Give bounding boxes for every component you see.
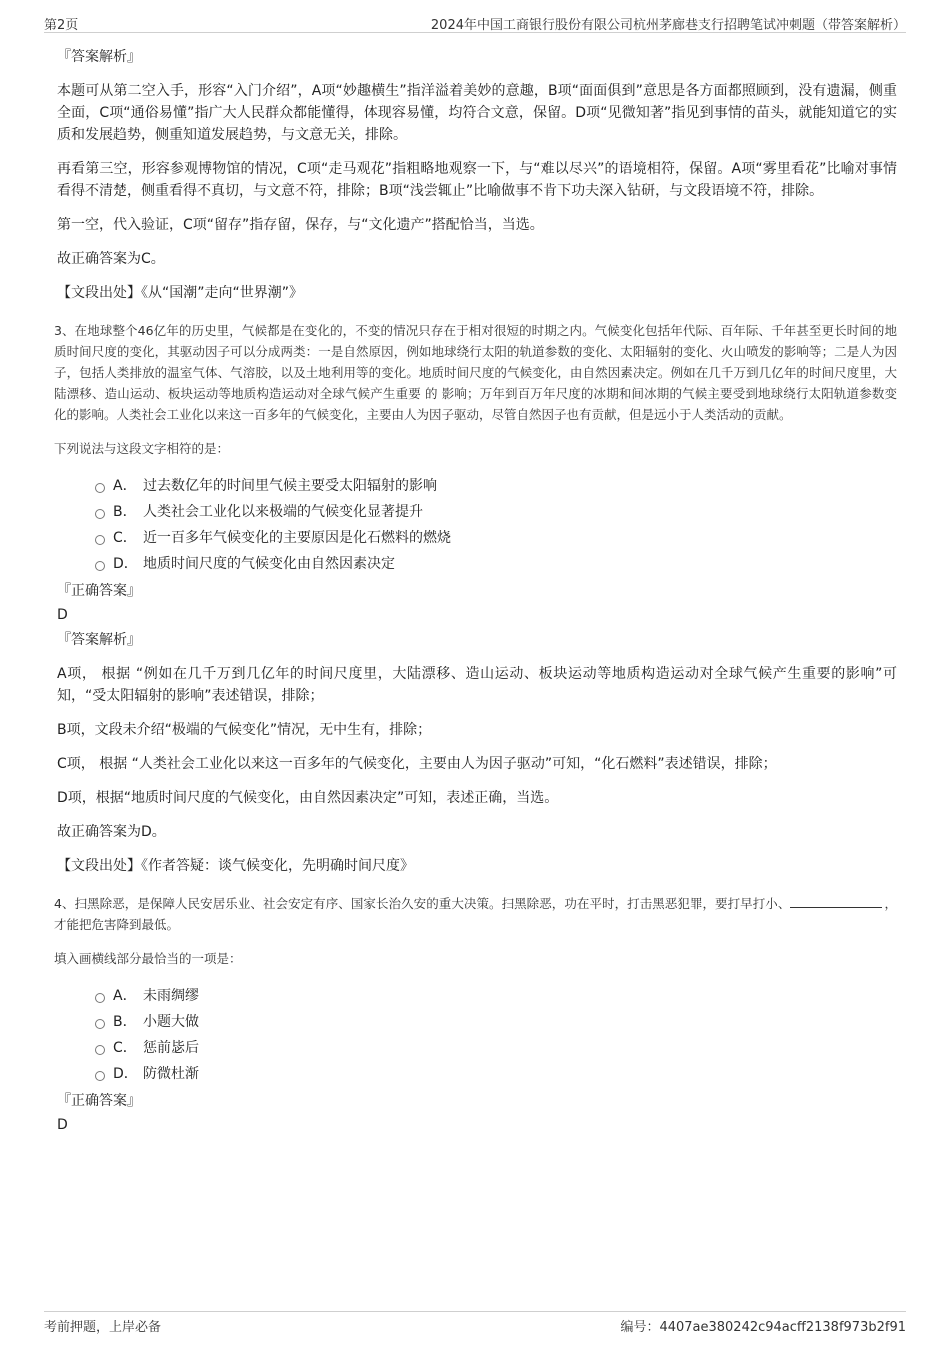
q4-option-c[interactable] bbox=[95, 1035, 897, 1061]
option-text: 惩前毖后 bbox=[143, 1040, 199, 1056]
radio-icon[interactable] bbox=[95, 509, 105, 519]
q2-conclusion: 故正确答案为C。 bbox=[57, 251, 165, 267]
q4-stem-part-1: 4、扫黑除恶，是保障人民安居乐业、社会安定有序、国家长治久安的重大决策。扫黑除恶，功在平时，打击黑恶犯罪，要打早打小、 bbox=[54, 896, 791, 911]
q4-stem bbox=[54, 893, 897, 935]
document-title: 2024年中国工商银行股份有限公司杭州茅廊巷支行招聘笔试冲刺题（带答案解析） bbox=[430, 18, 906, 33]
option-letter: C． bbox=[113, 1040, 137, 1056]
option-text: 地质时间尺度的气候变化由自然因素决定 bbox=[143, 556, 395, 572]
radio-icon[interactable] bbox=[95, 483, 105, 493]
radio-icon[interactable] bbox=[95, 1071, 105, 1081]
option-text: 人类社会工业化以来极端的气候变化显著提升 bbox=[143, 504, 423, 520]
q4-prompt: 填入画横线部分最恰当的一项是： bbox=[54, 951, 242, 966]
page-footer bbox=[44, 1311, 906, 1334]
q2-analysis-label: 『答案解析』 bbox=[57, 49, 141, 65]
q3-source: 【文段出处】《作者答疑：谈气候变化，先明确时间尺度》 bbox=[57, 858, 414, 874]
q4-stem-part-2: ，才能把危害降到最低。 bbox=[54, 896, 897, 932]
q3-explain-b: B项，文段未介绍“极端的气候变化”情况，无中生有，排除； bbox=[57, 722, 432, 738]
q3-option-c[interactable] bbox=[95, 525, 897, 551]
option-letter: B． bbox=[113, 1014, 137, 1030]
option-letter: B． bbox=[113, 504, 137, 520]
q2-analysis-para-2: 再看第三空，形容参观博物馆的情况，C项“走马观花”指粗略地观察一下，与“难以尽兴”的语境相符，保留。A项“雾里看花”比喻对事情看得不清楚，侧重看得不真切，与文意不符，排除；B项“浅尝辄止”比喻做事不肯下功夫深入钻研，与文段语境不符，排除。 bbox=[57, 161, 897, 199]
q3-option-a[interactable] bbox=[95, 473, 897, 499]
option-text: 未雨绸缪 bbox=[143, 988, 199, 1004]
q3-option-d[interactable] bbox=[95, 551, 897, 577]
option-text: 近一百多年气候变化的主要原因是化石燃料的燃烧 bbox=[143, 530, 451, 546]
q3-analysis-label: 『答案解析』 bbox=[57, 632, 141, 648]
q3-conclusion: 故正确答案为D。 bbox=[57, 824, 166, 840]
option-text: 防微杜渐 bbox=[143, 1066, 199, 1082]
radio-icon[interactable] bbox=[95, 1019, 105, 1029]
q4-options bbox=[95, 983, 897, 1087]
q3-stem: 3、在地球整个46亿年的历史里，气候都是在变化的，不变的情况只存在于相对很短的时期之内。气候变化包括年代际、百年际、千年甚至更长时间的地质时间尺度的变化，其驱动因子可以分成两类：一是自然原因，例如地球绕行太阳的轨道参数的变化、太阳辐射的变化、火山喷发的影响等；二是人为因子，包括人类排放的温室气体、气溶胶，以及土地利用等的变化。地质时间尺度的气候变化，由自然因素决定。例如在几千万到几亿年的时间尺度里，大陆漂移、造山运动、板块运动等地质构造运动对全球气候产生重要 的 影响；万年到百万年尺度的冰期和间冰期的气候主要受到地球绕行太阳轨道参数变化的影响。人类社会工业化以来这一百多年的气候变化，主要由人为因子驱动，尽管自然因子也有贡献，但是远小于人类活动的贡献。 bbox=[54, 323, 897, 422]
q4-option-d[interactable] bbox=[95, 1061, 897, 1087]
q4-option-a[interactable] bbox=[95, 983, 897, 1009]
q3-correct-answer: D bbox=[57, 607, 68, 623]
q2-analysis-para-1: 本题可从第二空入手，形容“入门介绍”，A项“妙趣横生”指洋溢着美妙的意趣，B项“面面俱到”意思是各方面都照顾到，没有遗漏，侧重全面，C项“通俗易懂”指广大人民群众都能懂得，体现容易懂，均符合文意，保留。D项“见微知著”指见到事情的苗头，就能知道它的实质和发展趋势，侧重知道发展趋势，与文意无关，排除。 bbox=[57, 83, 897, 143]
q3-explain-d: D项，根据“地质时间尺度的气候变化，由自然因素决定”可知，表述正确，当选。 bbox=[57, 790, 559, 806]
q2-source: 【文段出处】《从“国潮”走向“世界潮”》 bbox=[57, 285, 304, 301]
q3-correct-label: 『正确答案』 bbox=[57, 583, 141, 599]
radio-icon[interactable] bbox=[95, 1045, 105, 1055]
q4-correct-label: 『正确答案』 bbox=[57, 1093, 141, 1109]
page-header bbox=[44, 12, 906, 33]
radio-icon[interactable] bbox=[95, 535, 105, 545]
q3-options bbox=[95, 473, 897, 577]
document-code: 编号：4407ae380242c94acff2138f973b2f91 bbox=[620, 1320, 906, 1335]
footer-slogan: 考前押题，上岸必备 bbox=[44, 1320, 162, 1335]
q3-explain-c: C项， 根据 “人类社会工业化以来这一百多年的气候变化，主要由人为因子驱动”可知，“化石燃料”表述错误，排除； bbox=[57, 756, 777, 772]
option-letter: C． bbox=[113, 530, 137, 546]
radio-icon[interactable] bbox=[95, 561, 105, 571]
page-number: 第2页 bbox=[44, 18, 79, 33]
q3-prompt: 下列说法与这段文字相符的是： bbox=[54, 441, 230, 456]
option-letter: A． bbox=[113, 988, 137, 1004]
page-content bbox=[54, 46, 897, 1139]
q4-option-b[interactable] bbox=[95, 1009, 897, 1035]
q4-correct-answer: D bbox=[57, 1117, 68, 1133]
option-letter: D． bbox=[113, 1066, 138, 1082]
radio-icon[interactable] bbox=[95, 993, 105, 1003]
option-letter: D． bbox=[113, 556, 138, 572]
option-text: 过去数亿年的时间里气候主要受太阳辐射的影响 bbox=[143, 478, 437, 494]
q2-analysis-para-3: 第一空，代入验证，C项“留存”指存留，保存，与“文化遗产”搭配恰当，当选。 bbox=[57, 217, 544, 233]
option-text: 小题大做 bbox=[143, 1014, 199, 1030]
q3-explain-a: A项， 根据 “例如在几千万到几亿年的时间尺度里，大陆漂移、造山运动、板块运动等地质构造运动对全球气候产生重要的影响”可知，“受太阳辐射的影响”表述错误，排除； bbox=[57, 666, 897, 704]
q3-option-b[interactable] bbox=[95, 499, 897, 525]
fill-in-blank bbox=[790, 895, 882, 908]
option-letter: A． bbox=[113, 478, 137, 494]
